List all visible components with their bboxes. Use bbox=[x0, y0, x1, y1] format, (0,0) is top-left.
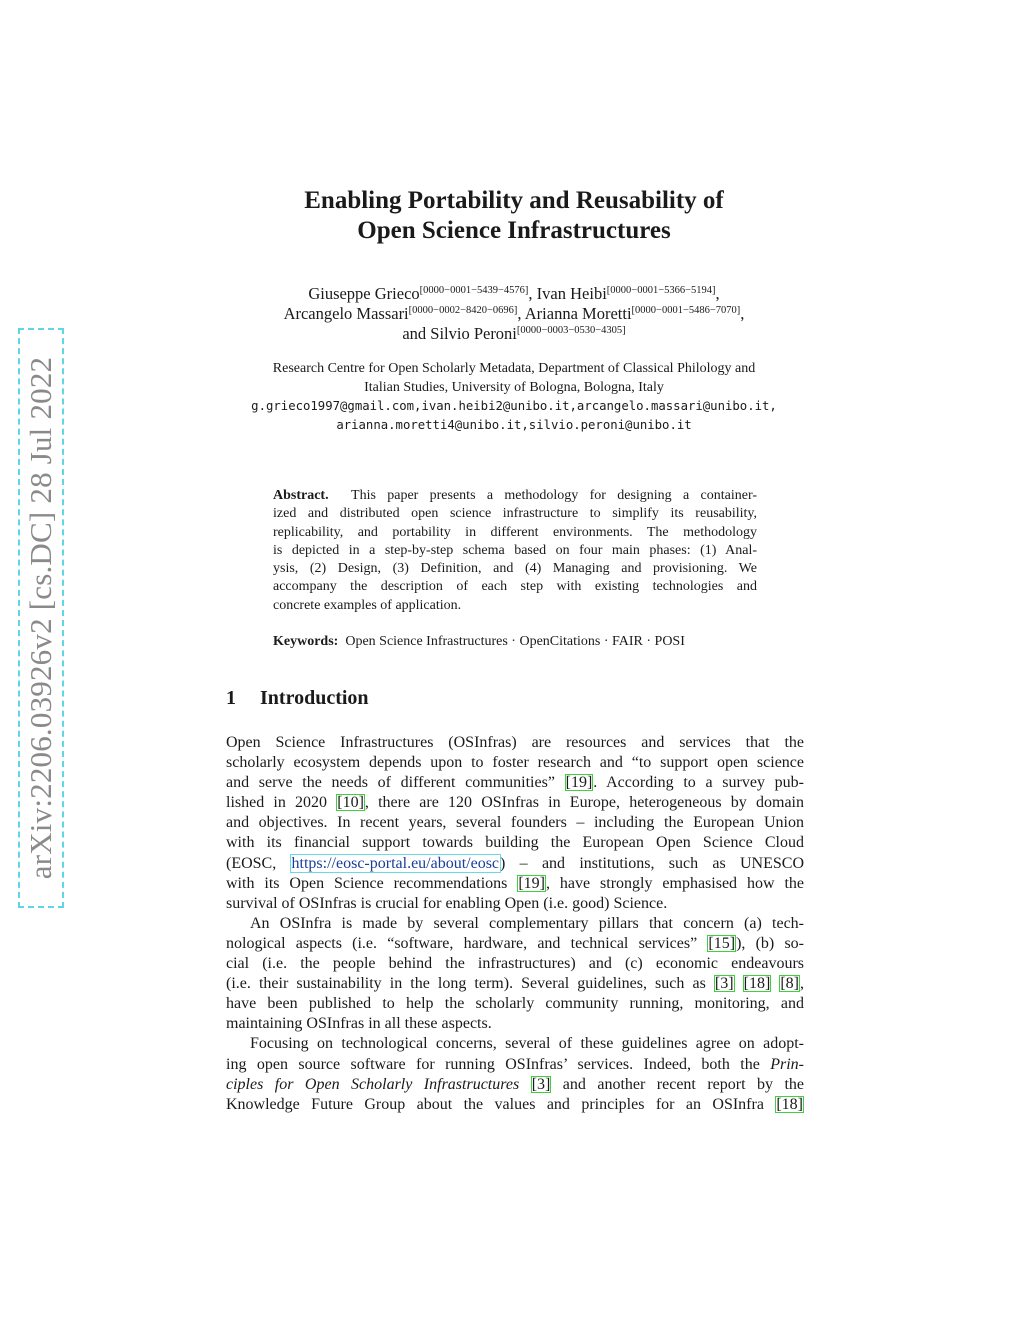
body-line: maintaining OSInfras in all these aspects. bbox=[226, 1015, 492, 1033]
abstract-label: Abstract. bbox=[273, 488, 329, 503]
arxiv-sidebar-stamp bbox=[18, 328, 64, 908]
orcid: [0000−0002−8420−0696] bbox=[408, 305, 518, 316]
body-text bbox=[226, 733, 804, 1115]
arxiv-identifier: arXiv:2206.03926v2 [cs.DC] 28 Jul 2022 bbox=[23, 356, 58, 880]
abstract-line: concrete examples of application. bbox=[273, 597, 462, 613]
citation-link[interactable]: [10] bbox=[337, 794, 364, 812]
orcid: [0000−0001−5486−7070] bbox=[631, 305, 741, 316]
body-line: ing open source software for running OSInfras’ services. Indeed, both the Prin- bbox=[226, 1055, 804, 1073]
body-line: with its Open Science recommendations [19], have strongly emphasised how the bbox=[226, 874, 804, 892]
body-line: survival of OSInfras is crucial for enabling Open (i.e. good) Science. bbox=[226, 894, 668, 912]
citation-link[interactable]: [8] bbox=[780, 975, 799, 993]
abstract-line: replicability, and portability in different environments. The methodology bbox=[273, 524, 757, 540]
abstract-line: accompany the description of each step with existing technologies and bbox=[273, 579, 757, 595]
abstract bbox=[273, 487, 757, 615]
title-line-2: Open Science Infrastructures bbox=[357, 217, 671, 244]
body-line: nological aspects (i.e. “software, hardware, and technical services” [15]), (b) so- bbox=[226, 934, 805, 952]
body-line: and serve the needs of different communities” [19]. According to a survey pub- bbox=[226, 774, 804, 792]
citation-link[interactable]: [3] bbox=[714, 975, 734, 993]
affiliation-line: Research Centre for Open Scholarly Metadata, Department of Classical Philology and bbox=[272, 361, 756, 376]
section-heading bbox=[226, 687, 369, 710]
email-list: arianna.moretti4@unibo.it,silvio.peroni@unibo.it bbox=[336, 417, 692, 432]
keywords-text: Open Science Infrastructures · OpenCitations · FAIR · POSI bbox=[345, 634, 685, 649]
abstract-line: This paper presents a methodology for designing a container- bbox=[351, 488, 757, 503]
citation-link[interactable]: [3] bbox=[531, 1075, 551, 1093]
citation-link[interactable]: [19] bbox=[565, 774, 593, 792]
abstract-line: ized and distributed open science infrastructure to simplify its reusability, bbox=[273, 506, 757, 522]
citation-link[interactable]: [18] bbox=[776, 1095, 803, 1113]
author-name: Arianna Moretti bbox=[524, 304, 632, 323]
citation-link[interactable]: [18] bbox=[743, 975, 771, 993]
citation-link[interactable]: [15] bbox=[708, 934, 736, 952]
keywords-label: Keywords: bbox=[273, 634, 339, 649]
author-name: Ivan Heibi bbox=[536, 284, 607, 303]
body-line: lished in 2020 [10], there are 120 OSInfras in Europe, heterogeneous by domain bbox=[226, 794, 804, 812]
author-name: Arcangelo Massari bbox=[283, 304, 409, 323]
body-line: scholarly ecosystem depends upon to foster research and “to support open science bbox=[226, 754, 804, 772]
body-line: (i.e. their sustainability in the long term). Several guidelines, such as [3] [18] [8], bbox=[226, 975, 804, 993]
author-name: and Silvio Peroni bbox=[402, 324, 517, 343]
body-line: ciples for Open Scholarly Infrastructures [3] and another recent report by the bbox=[226, 1075, 805, 1093]
abstract-line: ysis, (2) Design, (3) Definition, and (4) Managing and provisioning. We bbox=[273, 561, 757, 577]
abstract-line: is depicted in a step-by-step schema based on four main phases: (1) Anal- bbox=[273, 542, 757, 558]
body-line: Focusing on technological concerns, several of these guidelines agree on adopt- bbox=[250, 1035, 804, 1053]
paper-title bbox=[224, 186, 804, 246]
orcid: [0000−0001−5439−4576] bbox=[419, 285, 529, 296]
email-list: g.grieco1997@gmail.com,ivan.heibi2@unibo.it,arcangelo.massari@unibo.it, bbox=[251, 399, 777, 413]
affiliation-line: Italian Studies, University of Bologna, Bologna, Italy bbox=[364, 379, 664, 395]
citation-link[interactable]: [19] bbox=[518, 874, 545, 892]
body-line: and objectives. In recent years, several founders – including the European Union bbox=[226, 814, 804, 832]
orcid: [0000−0003−0530−4305] bbox=[516, 325, 626, 336]
body-line: with its financial support towards building the European Open Science Cloud bbox=[226, 834, 804, 852]
author-name: Giuseppe Grieco bbox=[308, 284, 420, 303]
orcid: [0000−0001−5366−5194] bbox=[606, 285, 716, 296]
section-title: Introduction bbox=[260, 687, 369, 709]
title-line-1: Enabling Portability and Reusability of bbox=[304, 187, 724, 214]
body-line: Open Science Infrastructures (OSInfras) are resources and services that the bbox=[226, 734, 804, 751]
body-line: (EOSC, https://eosc-portal.eu/about/eosc) – and institutions, such as UNESCO bbox=[226, 854, 805, 872]
body-line: have been published to help the scholarly community running, monitoring, and bbox=[226, 995, 804, 1013]
body-line: An OSInfra is made by several complementary pillars that concern (a) tech- bbox=[250, 914, 804, 932]
body-line: cial (i.e. the people behind the infrastructures) and (c) economic endeavours bbox=[226, 955, 804, 973]
author-list: Giuseppe Grieco[0000−0001−5439−4576], Ivan Heibi[0000−0001−5366−5194], Arcangelo Massari[0000−0002−8420−0696], Arianna Moretti[0000−0001−5486−7070], and Silvio Peroni[0000−0003−0530−4305] bbox=[283, 284, 745, 343]
keywords bbox=[273, 633, 773, 651]
body-line: Knowledge Future Group about the values and principles for an OSInfra [18] bbox=[226, 1095, 803, 1113]
eosc-url-link[interactable]: https://eosc-portal.eu/about/eosc bbox=[291, 854, 500, 872]
affiliation bbox=[224, 360, 804, 434]
section-number: 1 bbox=[226, 687, 236, 709]
